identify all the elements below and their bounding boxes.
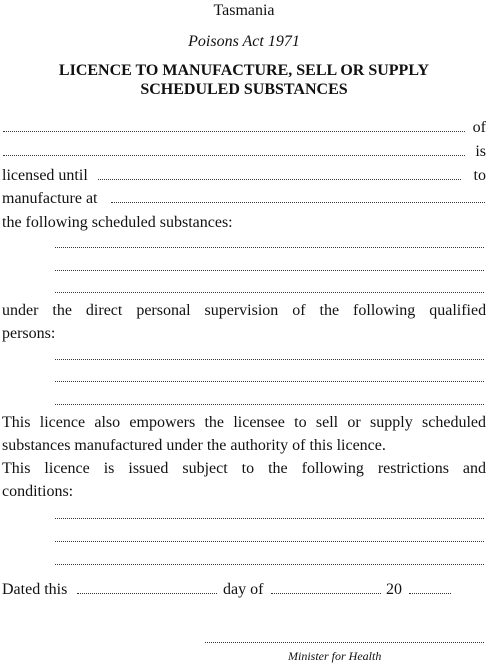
- expiry-date-field[interactable]: [98, 179, 461, 180]
- substance-field-1[interactable]: [55, 247, 484, 248]
- qualified-person-field-2[interactable]: [55, 381, 484, 382]
- qualified-person-field-3[interactable]: [55, 404, 484, 405]
- form-title-line2: SCHEDULED SUBSTANCES: [140, 81, 348, 98]
- substance-field-2[interactable]: [55, 270, 484, 271]
- empowers-text-line2: substances manufactured under the authority of this licence.: [2, 437, 386, 454]
- premises-field[interactable]: [111, 202, 485, 203]
- condition-field-1[interactable]: [55, 518, 484, 519]
- licensee-name-field[interactable]: [3, 131, 465, 132]
- qualified-person-field-1[interactable]: [55, 359, 484, 360]
- act-name: Poisons Act 1971: [188, 33, 300, 50]
- jurisdiction: Tasmania: [213, 2, 275, 19]
- day-of-label: day of: [223, 581, 264, 598]
- is-label: is: [475, 143, 486, 160]
- condition-field-3[interactable]: [55, 564, 484, 565]
- supervision-text-line2: persons:: [2, 325, 56, 342]
- substance-field-3[interactable]: [55, 292, 484, 293]
- day-field[interactable]: [77, 593, 217, 594]
- licensed-until-label: licensed until: [2, 167, 88, 184]
- month-field[interactable]: [271, 593, 381, 594]
- substances-label: the following scheduled substances:: [2, 214, 233, 231]
- supervision-text-line1: under the direct personal supervision of the following qualified: [2, 302, 487, 319]
- year-prefix: 20: [386, 581, 402, 598]
- dated-this-label: Dated this: [2, 581, 68, 598]
- empowers-text-line1: This licence also empowers the licensee to sell or supply scheduled: [2, 414, 486, 431]
- condition-field-2[interactable]: [55, 541, 484, 542]
- issued-text-line2: conditions:: [2, 483, 74, 500]
- manufacture-at-label: manufacture at: [2, 190, 98, 207]
- issued-text-line1: This licence is issued subject to the following restrictions and: [2, 460, 486, 477]
- to-label: to: [473, 167, 486, 184]
- of-label: of: [472, 119, 486, 136]
- signature-field[interactable]: [205, 642, 484, 643]
- licensee-address-field[interactable]: [3, 155, 465, 156]
- signatory-label: Minister for Health: [288, 649, 382, 663]
- form-title-line1: LICENCE TO MANUFACTURE, SELL OR SUPPLY: [58, 62, 430, 79]
- year-field[interactable]: [409, 593, 451, 594]
